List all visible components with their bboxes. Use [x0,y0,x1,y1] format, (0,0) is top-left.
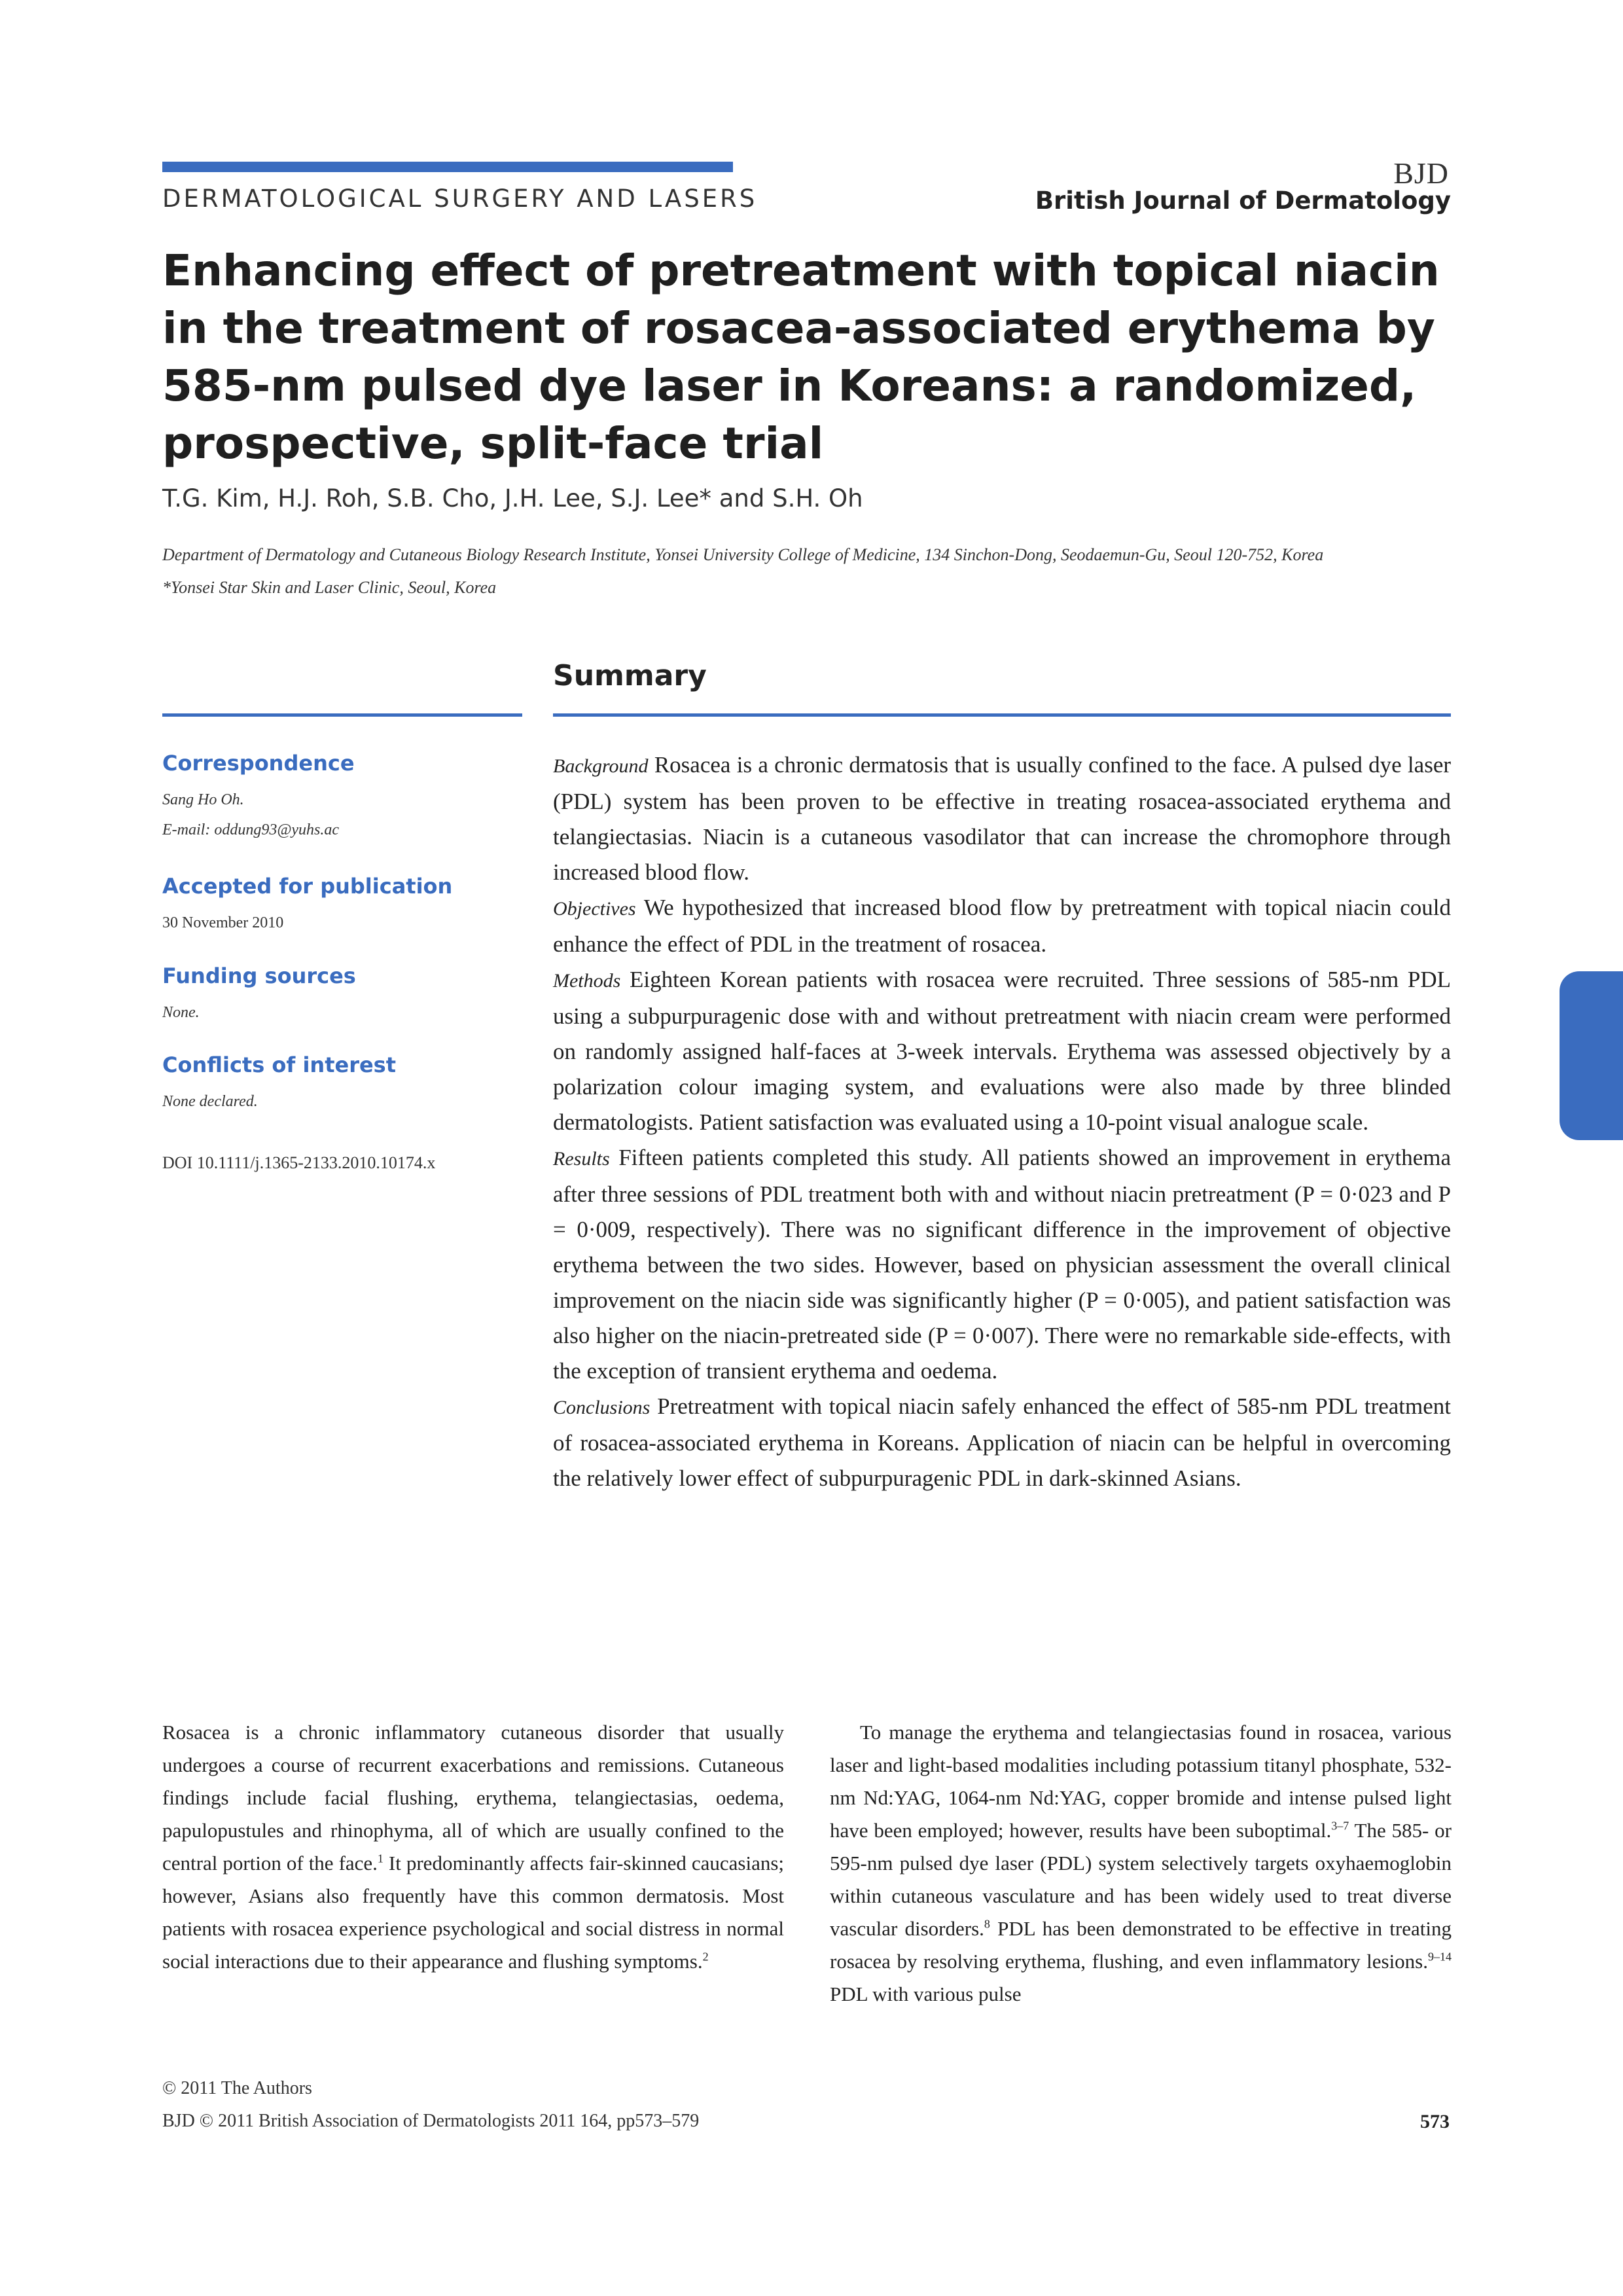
body-right-text-1: To manage the erythema and telangiectasias found in rosacea, various laser and light-based modalities including potassium titanyl phosphate, 532-nm Nd:YAG, 1064-nm Nd:YAG, copper bromide and intense pulsed light have been employed; however, results have been suboptimal. [830,1721,1452,1842]
abstract-conclusions [553,1389,1451,1496]
reference-2[interactable]: 2 [702,1950,709,1964]
conflicts-heading: Conflicts of interest [162,1052,397,1077]
body-right-text-2: The 585- or 595-nm pulsed dye laser (PDL) system selectively targets oxyhaemoglobin within cutaneous vasculature and has been widely used to treat diverse vascular disorders. [830,1819,1452,1940]
copyright-notice: © 2011 The Authors [162,2078,312,2098]
reference-3-7[interactable]: 3–7 [1331,1819,1349,1833]
page-number: 573 [1420,2111,1450,2132]
article-title: Enhancing effect of pretreatment with topical niacin in the treatment of rosacea-associated erythema by 585-nm pulsed dye laser in Koreans: a randomized, prospective, split-face trial [162,245,1440,469]
funding-heading: Funding sources [162,963,356,988]
background-text: Rosacea is a chronic dermatosis that is usually confined to the face. A pulsed dye laser (PDL) system has been proven to be effective in treating rosacea-associated erythema and telangiectasias. Niacin is a cutaneous vasodilator that can increase the chromophore through increased blood flow. [553,752,1452,885]
body-left-text-2: It predominantly affects fair-skinned caucasians; however, Asians also frequently have this common dermatosis. Most patients with rosacea experience psychological and social distress in normal social interactions due to their appearance and flushing symptoms. [162,1852,784,1973]
journal-abbreviation: BJD [1393,156,1449,190]
abstract-background [553,747,1451,890]
section-label: DERMATOLOGICAL SURGERY AND LASERS [162,185,758,213]
journal-name: British Journal of Dermatology [1035,187,1451,215]
conclusions-label: Conclusions [553,1397,651,1418]
correspondence-heading: Correspondence [162,751,355,776]
affiliation-primary: Department of Dermatology and Cutaneous Biology Research Institute, Yonsei University College of Medicine, 134 Sinchon-Dong, Seodaemun-Gu, Seoul 120-752, Korea [162,545,1324,564]
citation-line: BJD © 2011 British Association of Dermatologists 2011 164, pp573–579 [162,2111,700,2131]
affiliations [162,539,1471,604]
header-accent-bar [162,162,733,172]
background-label: Background [553,755,649,777]
reference-8[interactable]: 8 [984,1917,990,1931]
methods-text: Eighteen Korean patients with rosacea were recruited. Three sessions of 585-nm PDL using a subpurpuragenic dose with and without pretreatment with niacin cream were performed on randomly assigned half-faces at 3-week intervals. Erythema was assessed objectively by a polarization colour imaging system, and evaluations were also made by three blinded dermatologists. Patient satisfaction was evaluated using a 10-point visual analogue scale. [553,967,1452,1135]
correspondence-email[interactable]: E-mail: oddung93@yuhs.ac [162,821,340,838]
methods-label: Methods [553,970,621,992]
abstract [553,747,1451,1496]
objectives-text: We hypothesized that increased blood flow by pretreatment with topical niacin could enhance the effect of PDL in the treatment of rosacea. [553,895,1451,957]
abstract-objectives [553,890,1451,962]
funding-text: None. [162,1004,200,1021]
reference-9-14[interactable]: 9–14 [1428,1950,1452,1964]
accepted-date: 30 November 2010 [162,914,284,931]
results-label: Results [553,1148,610,1170]
conclusions-text: Pretreatment with topical niacin safely enhanced the effect of 585-nm PDL treatment of rosacea-associated erythema in Koreans. Application of niacin can be helpful in overcoming the relatively lower effect of subpurpuragenic PDL in dark-skinned Asians. [553,1393,1451,1491]
conflicts-text: None declared. [162,1093,258,1110]
summary-rule [553,713,1451,717]
section-thumb-tab [1560,971,1623,1140]
body-left-text-1: Rosacea is a chronic inflammatory cutaneous disorder that usually undergoes a course of recurrent exacerbations and remissions. Cutaneous findings include facial flushing, erythema, telangiectasias, oedema, papulopustules and rhinophyma, all of which are usually confined to the central portion of the face. [162,1721,784,1874]
results-text: Fifteen patients completed this study. All patients showed an improvement in erythema after three sessions of PDL treatment both with and without niacin pretreatment (P = 0·023 and P = 0·009, respectively). There was no significant difference in the improvement of objective erythema between the two sides. However, based on physician assessment the overall clinical improvement on the niacin side was significantly higher (P = 0·005), and patient satisfaction was also higher on the niacin-pretreated side (P = 0·007). There were no remarkable side-effects, with the exception of transient erythema and oedema. [553,1145,1452,1384]
body-right-text-3: PDL has been demonstrated to be effective in treating rosacea by resolving erythema, flushing, and even inflammatory lesions. [830,1917,1452,1973]
summary-heading: Summary [553,659,707,692]
sidebar-rule [162,713,522,717]
body-column-left [162,1716,784,1978]
body-column-right [830,1716,1452,2011]
affiliation-secondary: *Yonsei Star Skin and Laser Clinic, Seoul, Korea [162,578,497,597]
objectives-label: Objectives [553,898,636,920]
doi[interactable]: DOI 10.1111/j.1365-2133.2010.10174.x [162,1153,436,1172]
accepted-heading: Accepted for publication [162,874,453,899]
abstract-results [553,1140,1451,1389]
correspondence-name: Sang Ho Oh. [162,791,244,808]
abstract-methods [553,962,1451,1140]
reference-1[interactable]: 1 [377,1852,383,1865]
body-right-text-4: PDL with various pulse [830,1982,1022,2005]
author-list: T.G. Kim, H.J. Roh, S.B. Cho, J.H. Lee, S.J. Lee* and S.H. Oh [162,484,863,512]
